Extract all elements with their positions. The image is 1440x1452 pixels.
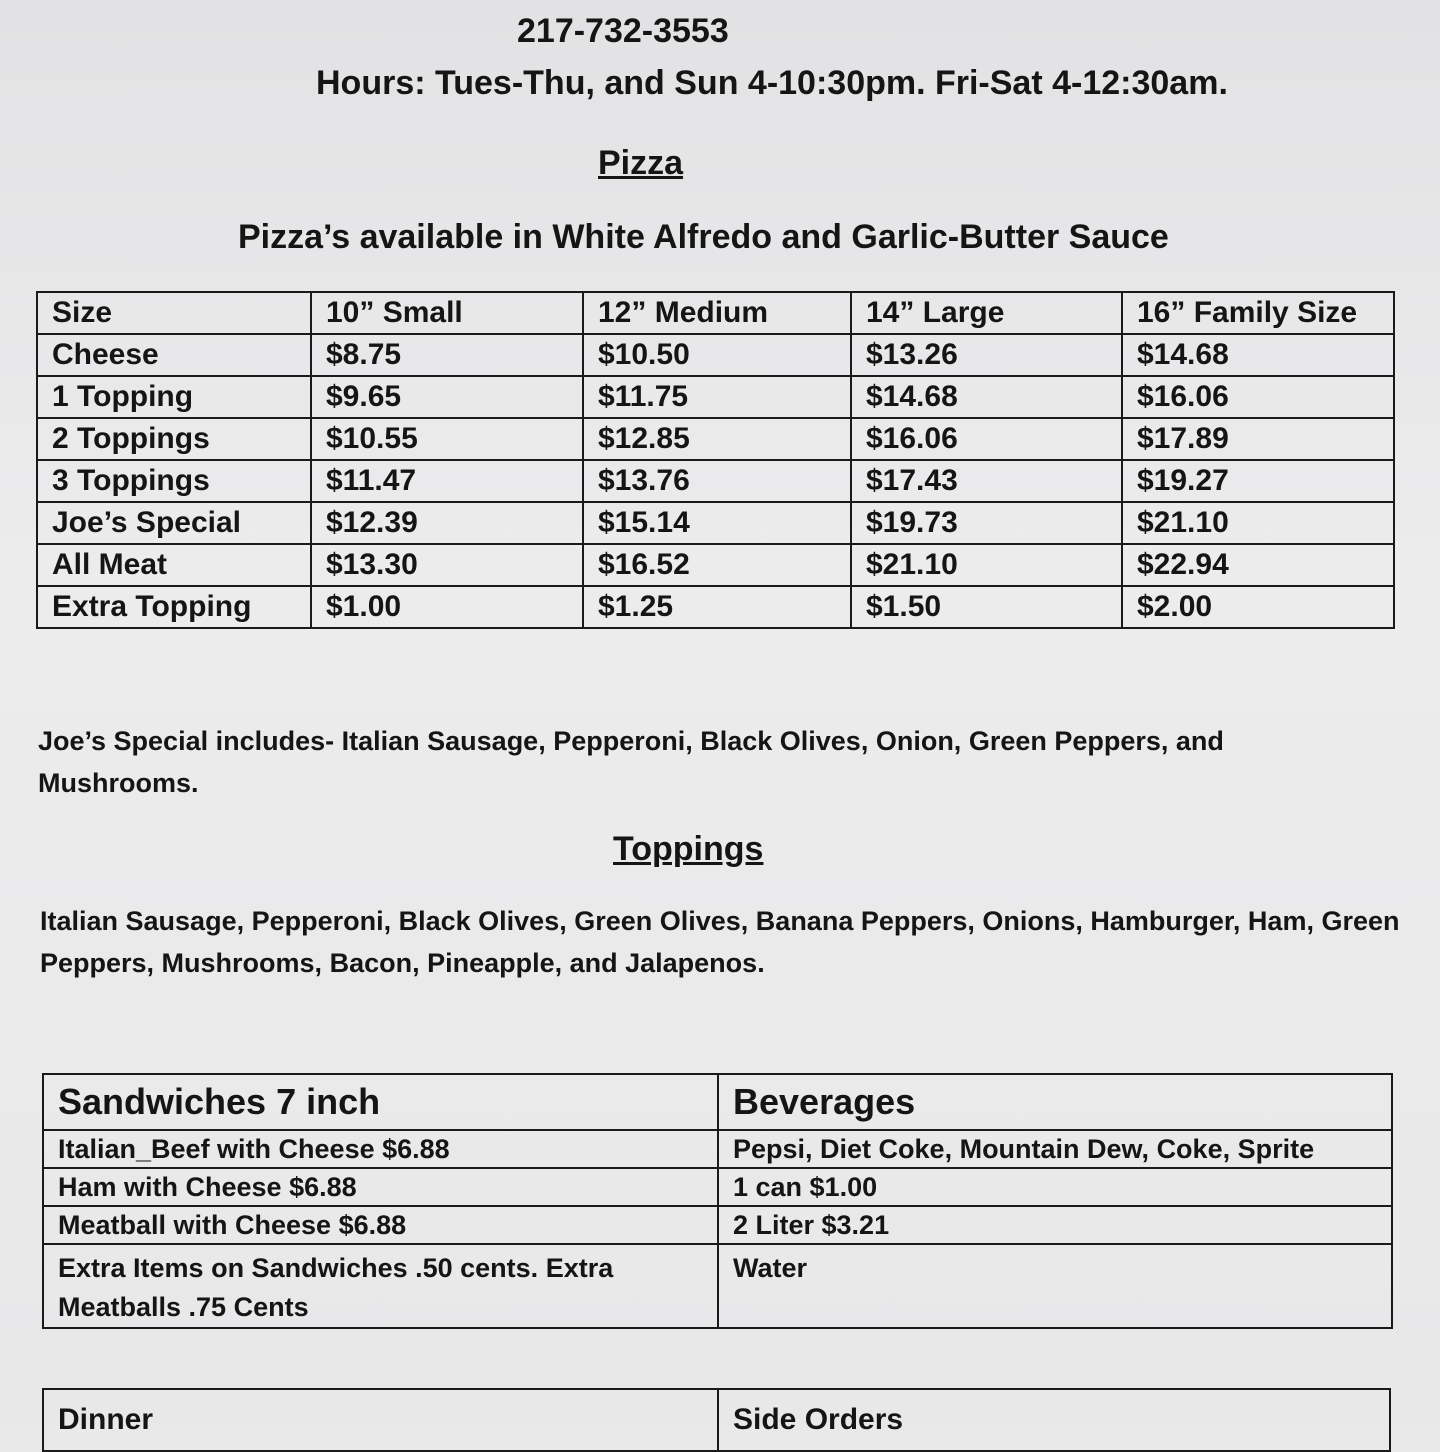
table-cell: $21.10 xyxy=(1122,502,1394,544)
table-header-cell: Size xyxy=(37,292,311,334)
dinner-side-orders-table xyxy=(42,1388,1391,1452)
beverage-item: 1 can $1.00 xyxy=(718,1168,1392,1206)
beverage-item: Water xyxy=(718,1244,1392,1328)
side-orders-heading: Side Orders xyxy=(718,1389,1390,1451)
toppings-list: Italian Sausage, Pepperoni, Black Olives, Green Olives, Banana Peppers, Onions, Hamburger, Ham, Green Peppers, Mushrooms, Bacon, Pineapple, and Jalapenos. xyxy=(40,906,1400,978)
table-cell: $1.00 xyxy=(311,586,583,628)
table-cell: $12.85 xyxy=(583,418,851,460)
table-cell: $2.00 xyxy=(1122,586,1394,628)
table-row xyxy=(37,460,1394,502)
beverage-item: 2 Liter $3.21 xyxy=(718,1206,1392,1244)
table-cell: 2 Toppings xyxy=(37,418,311,460)
sandwiches-heading: Sandwiches 7 inch xyxy=(43,1074,718,1130)
pizza-price-table xyxy=(36,291,1395,629)
table-cell: $10.55 xyxy=(311,418,583,460)
table-row xyxy=(43,1244,1392,1328)
sandwich-item: Meatball with Cheese $6.88 xyxy=(43,1206,718,1244)
table-row xyxy=(43,1130,1392,1168)
table-cell: Joe’s Special xyxy=(37,502,311,544)
table-cell: $1.25 xyxy=(583,586,851,628)
table-cell: $21.10 xyxy=(851,544,1122,586)
table-cell: $14.68 xyxy=(851,376,1122,418)
table-row xyxy=(43,1206,1392,1244)
table-cell: $10.50 xyxy=(583,334,851,376)
table-cell: $11.47 xyxy=(311,460,583,502)
table-header-row xyxy=(37,292,1394,334)
table-cell: $14.68 xyxy=(1122,334,1394,376)
table-cell: $16.52 xyxy=(583,544,851,586)
table-row xyxy=(37,418,1394,460)
table-row xyxy=(37,586,1394,628)
beverages-heading: Beverages xyxy=(718,1074,1392,1130)
table-cell: $9.65 xyxy=(311,376,583,418)
table-row xyxy=(37,502,1394,544)
table-cell: $13.76 xyxy=(583,460,851,502)
table-cell: $16.06 xyxy=(1122,376,1394,418)
table-header-cell: 10” Small xyxy=(311,292,583,334)
table-cell: All Meat xyxy=(37,544,311,586)
sandwiches-beverages-table xyxy=(42,1073,1393,1329)
table-cell: $15.14 xyxy=(583,502,851,544)
sandwich-item: Ham with Cheese $6.88 xyxy=(43,1168,718,1206)
phone-number: 217-732-3553 xyxy=(517,12,729,50)
table-cell: $22.94 xyxy=(1122,544,1394,586)
table-header-cell: 14” Large xyxy=(851,292,1122,334)
table-cell: $1.50 xyxy=(851,586,1122,628)
table-cell: $19.73 xyxy=(851,502,1122,544)
table-cell: $13.30 xyxy=(311,544,583,586)
table-header-row xyxy=(43,1074,1392,1130)
hours-line: Hours: Tues-Thu, and Sun 4-10:30pm. Fri-Sat 4-12:30am. xyxy=(316,64,1228,102)
sandwich-item: Italian_Beef with Cheese $6.88 xyxy=(43,1130,718,1168)
table-cell: $17.43 xyxy=(851,460,1122,502)
table-cell: 1 Topping xyxy=(37,376,311,418)
pizza-heading: Pizza xyxy=(598,144,684,182)
sauce-note: Pizza’s available in White Alfredo and Garlic-Butter Sauce xyxy=(238,218,1169,256)
table-cell: $12.39 xyxy=(311,502,583,544)
table-cell: Extra Topping xyxy=(37,586,311,628)
table-row xyxy=(37,376,1394,418)
toppings-heading: Toppings xyxy=(613,830,764,868)
table-cell: $8.75 xyxy=(311,334,583,376)
table-row xyxy=(37,334,1394,376)
table-cell: Cheese xyxy=(37,334,311,376)
joes-special-note: Joe’s Special includes- Italian Sausage, Pepperoni, Black Olives, Onion, Green Peppers, and Mushrooms. xyxy=(38,726,1224,798)
table-header-row xyxy=(43,1389,1390,1451)
table-cell: $13.26 xyxy=(851,334,1122,376)
table-cell: $19.27 xyxy=(1122,460,1394,502)
dinner-heading: Dinner xyxy=(43,1389,718,1451)
table-cell: $17.89 xyxy=(1122,418,1394,460)
table-cell: $11.75 xyxy=(583,376,851,418)
table-row xyxy=(43,1168,1392,1206)
table-cell: $16.06 xyxy=(851,418,1122,460)
sandwich-item: Extra Items on Sandwiches .50 cents. Extra Meatballs .75 Cents xyxy=(43,1244,718,1328)
beverage-item: Pepsi, Diet Coke, Mountain Dew, Coke, Sprite xyxy=(718,1130,1392,1168)
table-row xyxy=(37,544,1394,586)
table-header-cell: 12” Medium xyxy=(583,292,851,334)
table-header-cell: 16” Family Size xyxy=(1122,292,1394,334)
table-cell: 3 Toppings xyxy=(37,460,311,502)
